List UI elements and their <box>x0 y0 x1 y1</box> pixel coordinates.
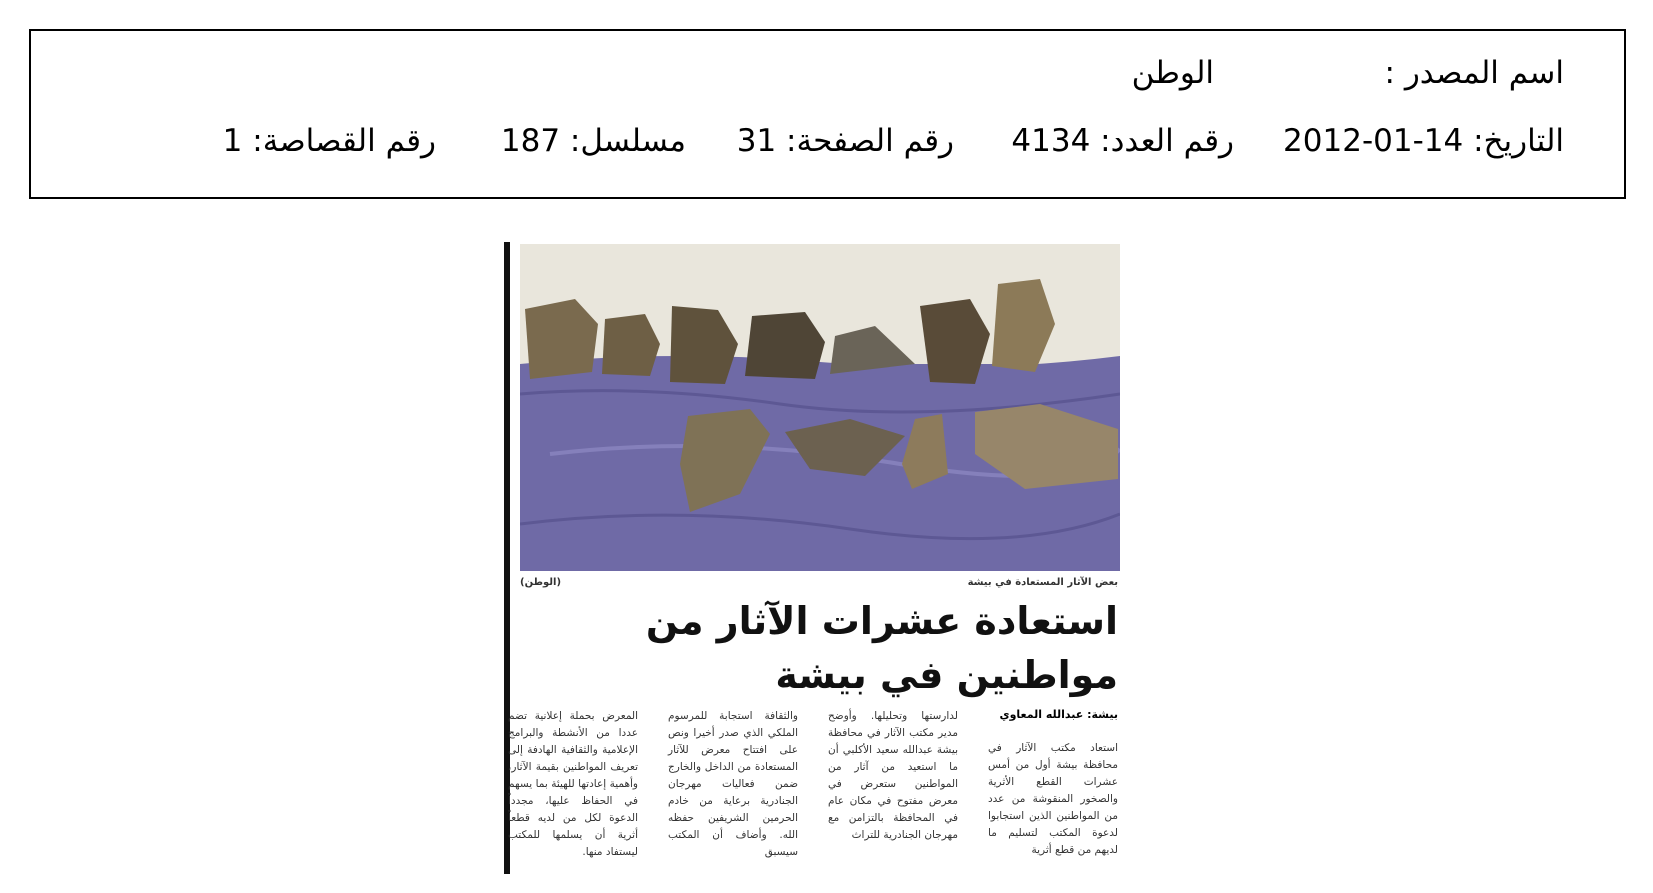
serial-field: مسلسل: 187 <box>500 123 686 159</box>
date-field: التاريخ: 14-01-2012 <box>1283 123 1564 159</box>
photo-credit: (الوطن) <box>520 577 562 588</box>
clip-number-field: رقم القصاصة: 1 <box>222 123 436 159</box>
source-value: الوطن <box>1131 55 1214 91</box>
source-info-box <box>29 29 1626 199</box>
photo-caption: بعض الآثار المستعادة في بيشة <box>967 577 1118 588</box>
newspaper-clipping <box>504 242 1118 874</box>
article-byline: بيشة: عبدالله المعاوي <box>999 708 1118 721</box>
article-headline: استعادة عشرات الآثار من مواطنين في بيشة <box>645 599 1118 697</box>
article-column-2: لدارستها وتحليلها. وأوضح مدير مكتب الآثار في محافظة بيشة عبدالله سعيد الأكلبي أن ما استعيد من آثار من المواطنين ستعرض في معرض مفتوح في مكان عام في المحافظة بالتزامن مع مهرجان الجنادرية للتراث <box>828 710 958 841</box>
page-number-field: رقم الصفحة: 31 <box>736 123 954 159</box>
artifacts-photo <box>520 244 1120 571</box>
article-column-3: والثقافة استجابة للمرسوم الملكي الذي صدر أخيرا ونص على افتتاح معرض للآثار المستعادة من الداخل والخارج ضمن فعاليات مهرجان الجنادرية برعاية من خادم الحرمين الشريفين حفظه الله. وأضاف أن المكتب سيسبق <box>668 710 798 858</box>
article-column-1: استعاد مكتب الآثار في محافظة بيشة أول من أمس عشرات القطع الأثرية والصخور المنقوشة من عدد من المواطنين الذين استجابوا لدعوة المكتب لتسليم ما لديهم من قطع أثرية <box>988 742 1118 856</box>
article-column-4: المعرض بحملة إعلانية تضم عددا من الأنشطة والبرامج الإعلامية والثقافية الهادفة إلى تعريف المواطنين بقيمة الآثار، وأهمية إعادتها للهيئة بما يسهم في الحفاظ عليها، مجدداً الدعوة لكل من لديه قطعاً أثرية أن يسلمها للمكتب ليستفاد منها. <box>508 710 638 858</box>
source-label: اسم المصدر : <box>1384 55 1564 91</box>
issue-number-field: رقم العدد: 4134 <box>1011 123 1234 159</box>
